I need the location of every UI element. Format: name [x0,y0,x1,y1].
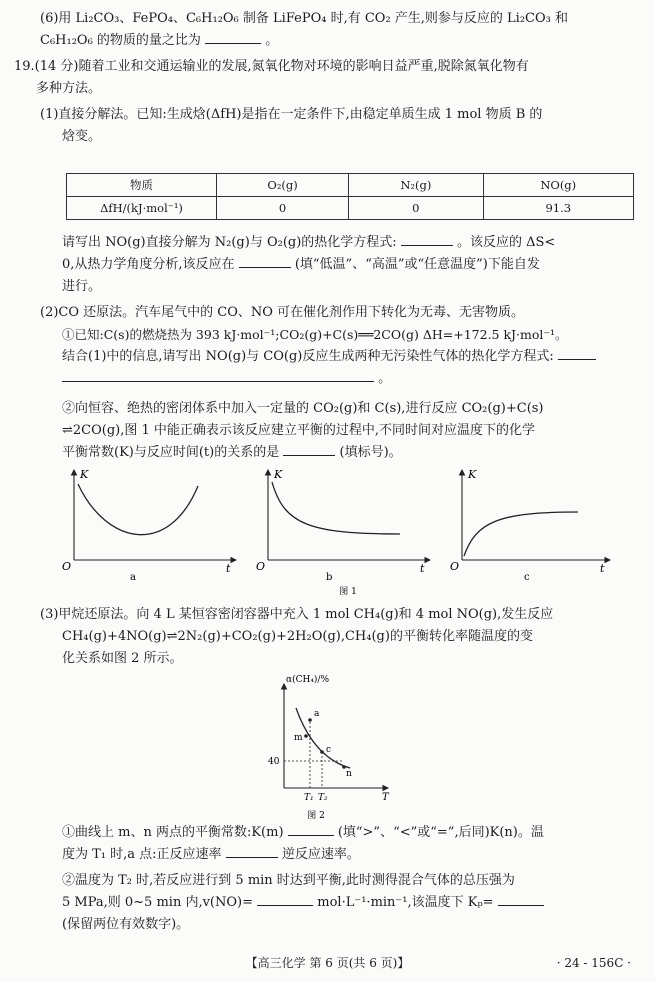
axis-label-t: t [420,562,425,575]
q19-2-line7 [62,442,402,464]
conversion-curve [296,708,350,768]
answer-blank[interactable] [205,30,261,44]
axis-label-alpha: α(CH₄)/% [286,675,330,685]
q19-3-line4 [62,822,544,844]
figure-2 [256,672,396,822]
q19-1-line3 [62,232,555,254]
page-code: · 24 - 156C · [556,956,631,970]
q19-1-text: 请写出 NO(g)直接分解为 N₂(g)与 O₂(g)的热化学方程式: [62,235,397,250]
answer-blank[interactable] [498,892,544,906]
figure-1-panel-c [450,468,610,583]
q19-2-line4 [62,368,391,390]
axis-label-k: K [274,468,283,481]
q19-1-line5: 进行。 [62,279,102,294]
panel-label-c: c [524,572,530,583]
origin-label: O [256,560,266,573]
q19-3-text: ①曲线上 m、n 两点的平衡常数:K(m) [62,825,284,840]
q19-3-line1: (3)甲烷还原法。向 4 L 某恒容密闭容器中充入 1 mol CH₄(g)和 4 mol NO(g),发生反应 [40,607,554,622]
answer-blank[interactable] [558,346,596,360]
q19-3-text: 5 MPa,则 0~5 min 内,v(NO)= [62,895,253,910]
q19-3-text: 度为 T₁ 时,a 点:正反应速率 [62,847,222,862]
q19-2-line3 [62,346,596,368]
point-label-m: m [294,733,303,743]
q19-2-line6: ⇌2CO(g),图 1 中能正确表示该反应建立平衡的过程中,不同时间对应温度下的化学 [62,423,536,438]
table-cell: 0 [217,197,349,220]
q19-1-text-b: 。该反应的 ΔS< [456,235,556,250]
table-cell: NO(g) [483,174,634,197]
tick-label-40: 40 [268,757,280,767]
q19-2-line2: ①已知:C(s)的燃烧热为 393 kJ·mol⁻¹;CO₂(g)+C(s)══2CO(g) ΔH=+172.5 kJ·mol⁻¹。 [62,327,568,342]
answer-blank[interactable] [257,892,313,906]
curve-a [78,484,198,535]
answer-blank[interactable] [62,368,374,382]
axis-label-k: K [80,468,89,481]
q19-intro-line1: 19.(14 分)随着工业和交通运输业的发展,氮氧化物对环境的影响日益严重,脱除氮氧化物有 [14,59,529,74]
curve-b [272,482,400,534]
figure-1-panel-b [256,468,430,583]
page-footer: 【高三化学 第 6 页(共 6 页)】 [245,956,410,970]
figure-1 [58,462,618,598]
answer-blank[interactable] [239,254,291,268]
q19-3-line6: ②温度为 T₂ 时,若反应进行到 5 min 时达到平衡,此时测得混合气体的总压强为 [62,873,515,888]
q19-3-line7 [62,892,544,914]
q19-1-text-b: (填“低温”、“高温”或“任意温度”)下能自发 [294,257,540,272]
axis-label-t: t [600,562,605,575]
table-cell: 0 [349,197,483,220]
q19-3-text-b: (填“>”、“<”或“=”,后同)K(n)。温 [337,825,544,840]
table-row [67,174,634,197]
q19-3-line5 [62,844,360,866]
point-label-c: c [326,745,332,755]
tick-label-t2: T₂ [318,793,328,803]
origin-label: O [450,560,460,573]
answer-blank[interactable] [401,232,453,246]
answer-blank[interactable] [283,442,335,456]
figure-1-panel-a [62,468,236,583]
point-label-a: a [314,709,320,719]
q19-2-text: 平衡常数(K)与反应时间(t)的关系的是 [62,445,280,460]
tick-label-t1: T₁ [304,793,314,803]
q19-2-text: 结合(1)中的信息,请写出 NO(g)与 CO(g)反应生成两种无污染性气体的热化学方程式: [62,349,554,364]
axis-label-T: T [382,792,389,803]
table-cell: N₂(g) [349,174,483,197]
q18-6-text: C₆H₁₂O₆ 的物质的量之比为 [40,33,201,48]
axis-label-t: t [226,562,231,575]
answer-blank[interactable] [226,844,278,858]
table-cell: 91.3 [483,197,634,220]
q18-6-line2 [40,30,278,52]
origin-label: O [62,560,72,573]
panel-label-a: a [130,572,136,583]
q19-2-line5: ②向恒容、绝热的密闭体系中加入一定量的 CO₂(g)和 C(s),进行反应 CO₂(g)+C(s) [62,401,544,416]
q19-1-line2: 焓变。 [62,129,102,144]
table-row [67,197,634,220]
q19-1-text: 0,从热力学角度分析,该反应在 [62,257,235,272]
figure-1-caption: 图 1 [339,587,357,597]
axis-label-k: K [468,468,477,481]
q19-1-line1: (1)直接分解法。已知:生成焓(ΔfH)是指在一定条件下,由稳定单质生成 1 mol 物质 B 的 [40,107,543,122]
q19-1-line4 [62,254,540,276]
q19-intro-line2: 多种方法。 [36,81,102,96]
enthalpy-table [66,173,634,220]
q19-3-line3: 化关系如图 2 所示。 [62,651,183,666]
q18-6-line1: (6)用 Li₂CO₃、FePO₄、C₆H₁₂O₆ 制备 LiFePO₄ 时,有 CO₂ 产生,则参与反应的 Li₂CO₃ 和 [40,11,569,26]
q19-3-line8: (保留两位有效数字)。 [62,917,190,932]
table-cell: 物质 [67,174,217,197]
q19-3-line2: CH₄(g)+4NO(g)⇌2N₂(g)+CO₂(g)+2H₂O(g),CH₄(g)的平衡转化率随温度的变 [62,629,533,644]
answer-blank[interactable] [288,822,334,836]
q19-3-text-b: 逆反应速率。 [281,847,360,862]
curve-c [464,512,578,556]
table-cell: ΔfH/(kJ·mol⁻¹) [67,197,217,220]
q19-2-end: 。 [378,371,392,386]
figure-2-caption: 图 2 [307,811,325,821]
q19-2-line1: (2)CO 还原法。汽车尾气中的 CO、NO 可在催化剂作用下转化为无毒、无害物质。 [40,305,525,320]
point-label-n: n [346,769,352,779]
q19-3-text-b: mol·L⁻¹·min⁻¹,该温度下 Kₚ= [317,895,494,910]
table-cell: O₂(g) [217,174,349,197]
q18-6-end: 。 [265,33,279,48]
q19-2-text-b: (填标号)。 [339,445,402,460]
panel-label-b: b [326,572,333,583]
